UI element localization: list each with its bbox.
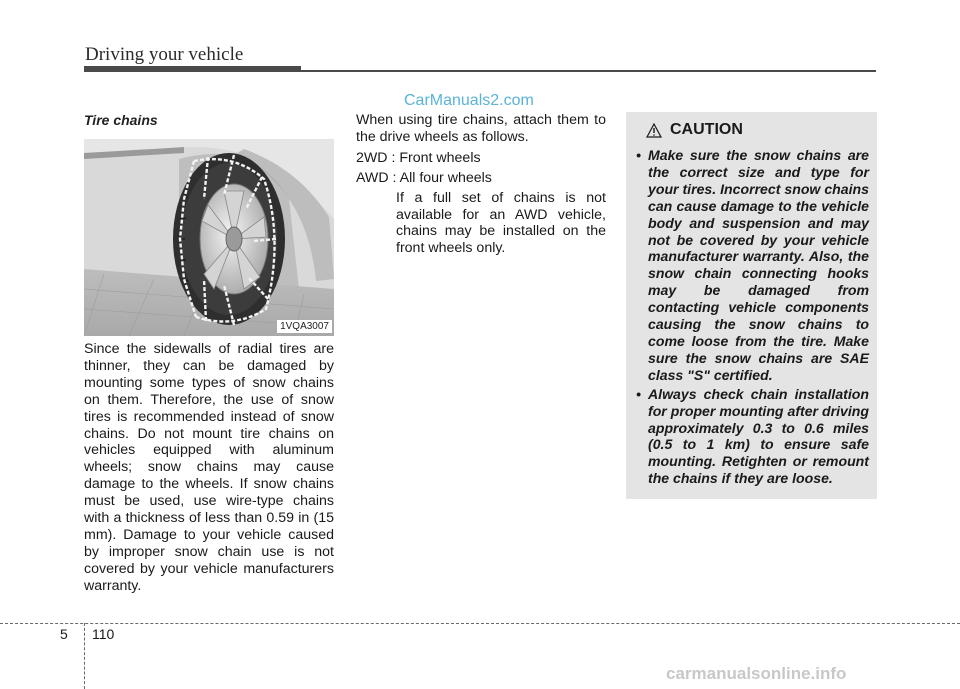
caution-item-chain-size xyxy=(636,147,869,384)
drive-awd-line: AWD : All four wheels xyxy=(356,169,492,186)
caution-header xyxy=(646,121,743,139)
drive-2wd-line: 2WD : Front wheels xyxy=(356,149,481,166)
footer-rule xyxy=(0,623,960,624)
header-bar-thin xyxy=(301,70,876,72)
section-heading: Tire chains xyxy=(84,112,158,128)
drive-wheel-column xyxy=(356,112,606,257)
caution-item-text: Always check chain installation for proper mounting after driving approximately 0.3 to 0.6 miles (0.5 to 1 km) to ensure safe mounting. Retighten or remount the chains if they are loose. xyxy=(648,385,869,487)
watermark-top: CarManuals2.com xyxy=(404,92,534,109)
figure-code: 1VQA3007 xyxy=(277,320,332,333)
caution-list xyxy=(636,147,869,489)
header-title: Driving your vehicle xyxy=(85,44,244,65)
bullet: • xyxy=(636,385,641,402)
caution-title: CAUTION xyxy=(670,121,743,138)
tire-chain-figure xyxy=(84,139,334,336)
tire-chain-illustration xyxy=(84,139,334,336)
header-bar-thick xyxy=(84,66,301,72)
footer-vertical-rule xyxy=(84,623,85,689)
page-number: 110 xyxy=(92,626,115,642)
caution-item-text: Make sure the snow chains are the correct size and type for your tires. Incorrect snow chains can cause damage to the vehicle body and suspension and may not be covered by your vehicle manufacturer warranty. Also, the snow chain connecting hooks may be damaged from contacting vehicle components causing the snow chains to come loose from the tire. Make sure the snow chains are SAE class "S" certified. xyxy=(648,147,869,383)
chapter-number: 5 xyxy=(60,626,68,642)
warning-triangle-icon xyxy=(646,123,662,138)
body-text: Since the sidewalls of radial tires are thinner, they can be damaged by mounting some types of snow chains on them. Therefore, the use of snow tires is recommended instead of snow chains. Do not mount tire chains on vehicles equipped with aluminum wheels; snow chains may cause damage to the wheels. If snow chains must be used, use wire-type chains with a thickness of less than 0.59 in (15 mm). Damage to your vehicle caused by improper snow chain use is not covered by your vehicle manufacturers warranty. xyxy=(84,341,334,594)
bullet: • xyxy=(636,147,641,163)
chain-intro-text: When using tire chains, attach them to the drive wheels as follows. xyxy=(356,112,606,145)
caution-box xyxy=(626,112,877,499)
caution-item-check-installation xyxy=(636,386,869,487)
awd-note-text: If a full set of chains is not available for an AWD vehicle, chains may be installed on the front wheels only. xyxy=(396,189,606,257)
watermark-bottom: carmanualsonline.info xyxy=(666,664,847,683)
